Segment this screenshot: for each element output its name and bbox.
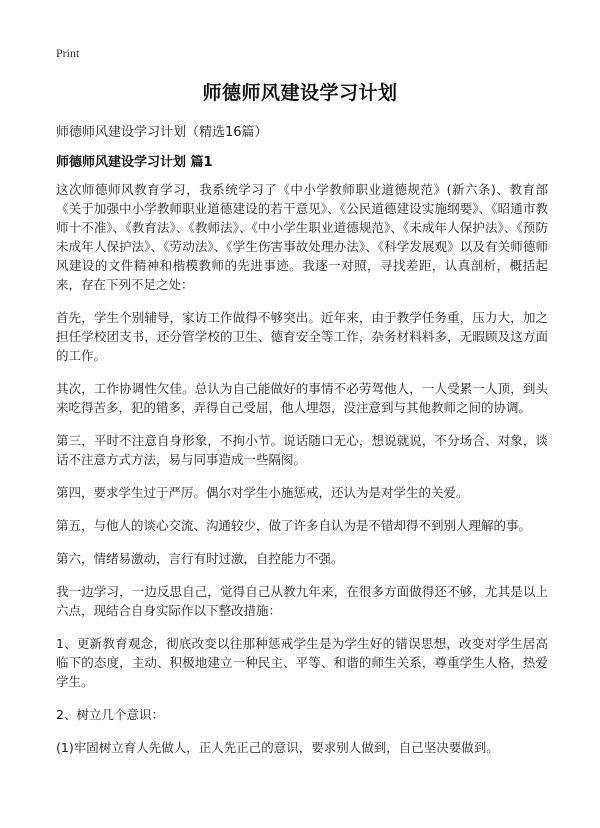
paragraph: 2、树立几个意识： xyxy=(56,707,164,722)
paragraph: 我一边学习，一边反思自己，觉得自己从教九年来，在很多方面做得还不够，尤其是以上六点，现结合自身实际作以下整改措施： xyxy=(56,584,548,618)
document-body xyxy=(56,180,548,771)
paragraph: 这次师德师风教育学习，我系统学习了《中小学教师职业道德规范》(新六条)、教育部《关于加强中小学教师职业道德建设的若干意见》、《公民道德建设实施纲要》、《昭通市教师十不准》、《教育法》、《教师法》、《中小学生职业道德规范》、《未成年人保护法》、《预防未成年人保护法》、《劳动法》、《学生伤害事故处理办法》、《科学发展观》以及有关师德师风建设的文件精神和楷模教师的先进事迹。我逐一对照，寻找差距，认真剖析，概括起来，存在下列不足之处： xyxy=(56,182,548,292)
paragraph: 第六，情绪易激动，言行有时过激，自控能力不强。 xyxy=(56,551,344,566)
paragraph: 第五，与他人的谈心交流、沟通较少，做了许多自认为是不错却得不到别人理解的事。 xyxy=(56,518,532,533)
paragraph: 第三，平时不注意自身形象，不拘小节。说话随口无心，想说就说，不分场合、对象，谈话不注意方式方法，易与同事造成一些隔阂。 xyxy=(56,433,548,467)
section-heading: 师德师风建设学习计划 篇1 xyxy=(56,155,213,170)
paragraph: 首先，学生个别辅导，家访工作做得不够突出。近年来，由于教学任务重，压力大，加之担任学校团支书，还分管学校的卫生、德育安全等工作，杂务材料料多，无暇顾及这方面的工作。 xyxy=(56,310,548,363)
document-subtitle: 师德师风建设学习计划（精选16篇） xyxy=(56,125,268,140)
paragraph: 其次，工作协调性欠佳。总认为自己能做好的事情不必劳驾他人，一人受累一人顶，到头来吃得苦多，犯的错多，弄得自己受屈，他人埋怨，没注意到与其他教师之间的协调。 xyxy=(56,381,548,415)
paragraph: 第四，要求学生过于严厉。偶尔对学生小施惩戒，还认为是对学生的关爱。 xyxy=(56,485,469,500)
paragraph: 1、更新教育观念，彻底改变以往那种惩戒学生是为学生好的错误思想，改变对学生居高临下的态度，主动、积极地建立一种民主、平等、和谐的师生关系，尊重学生人格，热爱学生。 xyxy=(56,636,548,689)
print-link[interactable]: Print xyxy=(56,46,80,60)
page-title: 师德师风建设学习计划 xyxy=(202,82,398,104)
paragraph: (1)牢固树立育人先做人，正人先正己的意识，要求别人做到，自己坚决要做到。 xyxy=(56,740,499,755)
